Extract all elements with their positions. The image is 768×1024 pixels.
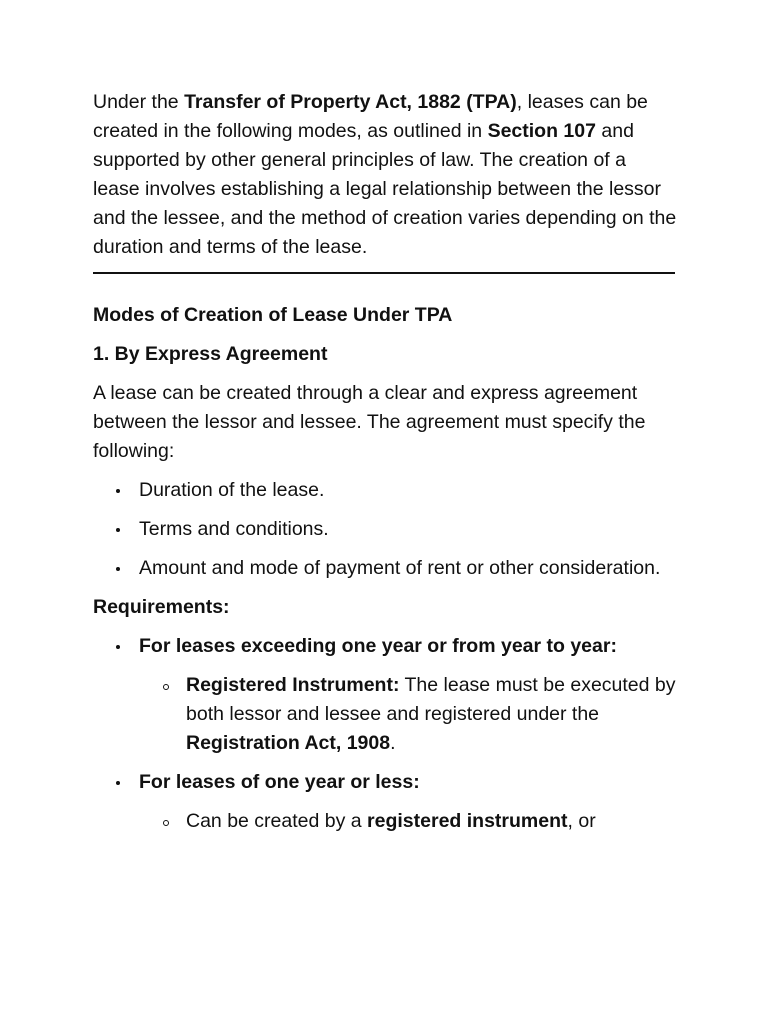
sub-list-item [186,807,677,836]
requirement-label: For leases of one year or less: [139,771,420,793]
registration-act-name: Registration Act, 1908 [186,732,391,754]
sub-list [139,671,677,758]
horizontal-rule [93,272,675,274]
registered-instrument-term: registered instrument [367,810,568,832]
list-item: Duration of the lease. [139,476,677,505]
document-page [93,88,677,846]
subsection-title: 1. By Express Agreement [93,343,328,365]
intro-text-2: , leases can be created in the following modes, as outlined in [93,91,648,142]
intro-text-1: Under the [93,91,185,113]
express-items-list [93,476,677,583]
requirements-label: Requirements: [93,596,230,618]
requirements-list [93,632,677,836]
express-agreement-paragraph: A lease can be created through a clear and express agreement between the lessor and lessee. The agreement must specify the following: [93,382,646,462]
sub-list [139,807,677,836]
intro-text-3: and supported by other general principles of law. The creation of a lease involves establishing a legal relationship between the lessor and the lessee, and the method of creation varies depending on the duration and terms of the lease. [93,120,677,258]
registered-instrument-label: Registered Instrument: [186,674,400,696]
sub-item-text-end: , or [567,810,596,832]
list-item: Amount and mode of payment of rent or other consideration. [139,554,677,583]
section-reference: Section 107 [487,120,596,142]
list-item [139,768,677,836]
act-name: Transfer of Property Act, 1882 (TPA) [184,91,517,113]
requirement-label: For leases exceeding one year or from year to year: [139,635,617,657]
intro-paragraph [93,88,677,262]
list-item: Terms and conditions. [139,515,677,544]
list-item [139,632,677,758]
sub-list-item [186,671,677,758]
sub-item-text-end: . [390,732,396,754]
sub-item-text: Can be created by a [186,810,368,832]
sub-item-text: The lease must be executed by both lessor and lessee and registered under the [186,674,676,725]
section-title: Modes of Creation of Lease Under TPA [93,304,453,326]
